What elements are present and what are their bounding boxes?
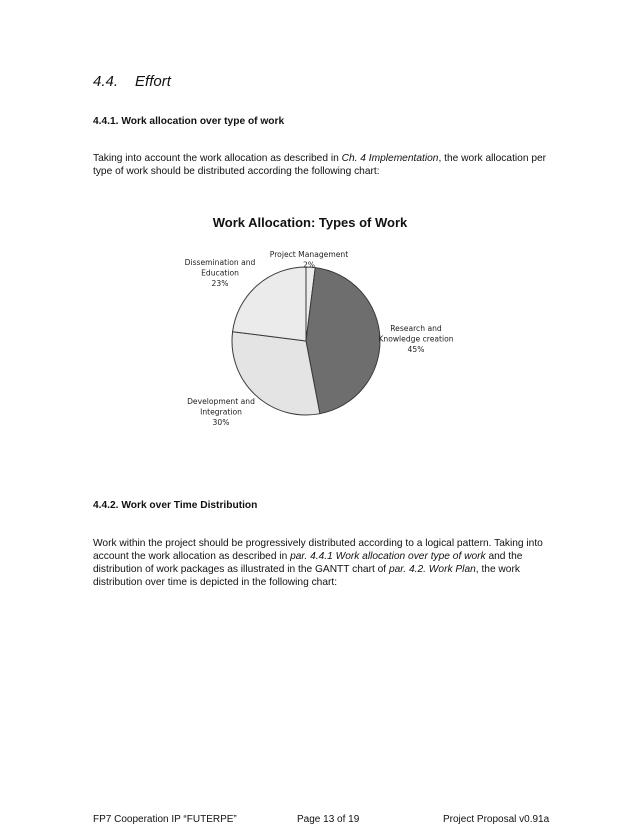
paragraph-work-over-time bbox=[93, 537, 553, 589]
slice-label bbox=[187, 397, 255, 427]
paragraph-reference: par. 4.4.1 Work allocation over type of work bbox=[290, 551, 486, 562]
slice-label-line: Research and bbox=[390, 324, 442, 333]
slice-label-line: Knowledge creation bbox=[378, 334, 454, 344]
footer-page-number: Page 13 of 19 bbox=[297, 814, 360, 825]
chart-title: Work Allocation: Types of Work bbox=[212, 215, 408, 230]
page-footer bbox=[0, 806, 638, 826]
section-number: 4.4. bbox=[93, 73, 119, 90]
section-title: Effort bbox=[135, 73, 171, 90]
pie-slice-research-and-knowledge-creation bbox=[306, 268, 380, 414]
subsection-title-work-over-time: 4.4.2. Work over Time Distribution bbox=[93, 500, 258, 511]
pie-slice-dissemination-and-education bbox=[233, 267, 306, 341]
slice-label-line: Integration bbox=[200, 407, 242, 417]
slice-label-line: 2% bbox=[302, 260, 316, 270]
chapter-reference: Ch. 4 Implementation bbox=[341, 153, 439, 164]
slice-label-line: 30% bbox=[212, 418, 230, 427]
footer-project: FP7 Cooperation IP “FUTERPE” bbox=[93, 814, 237, 825]
slice-label-line: Education bbox=[201, 268, 239, 278]
slice-label-line: Development and bbox=[187, 397, 255, 406]
slice-label-line: 23% bbox=[211, 279, 229, 288]
paragraph-text: Work within the project should be progressively distributed according to a logical pattern. Taking into account the work allocation as described in bbox=[93, 538, 543, 562]
subsection-title-work-allocation: 4.4.1. Work allocation over type of work bbox=[93, 116, 285, 127]
pie-chart-svg bbox=[160, 208, 480, 438]
paragraph-work-allocation bbox=[93, 152, 553, 178]
slice-label bbox=[185, 258, 256, 288]
pie-chart bbox=[160, 208, 480, 438]
section-heading bbox=[93, 73, 171, 90]
slice-label-line: Project Management bbox=[269, 250, 349, 259]
slice-label-line: Dissemination and bbox=[184, 258, 256, 267]
slice-label-line: 45% bbox=[407, 345, 425, 354]
footer-version: Project Proposal v0.91a bbox=[443, 814, 550, 825]
paragraph-text: and the distribution of work packages as illustrated in the GANTT chart of bbox=[93, 551, 523, 575]
paragraph-text: , the work distribution over time is depicted in the following chart: bbox=[93, 564, 520, 588]
slice-label bbox=[270, 250, 348, 270]
slice-label bbox=[378, 324, 453, 354]
paragraph-text: , the work allocation per type of work should be distributed according the following chart: bbox=[93, 153, 547, 177]
paragraph-reference: par. 4.2. Work Plan bbox=[388, 564, 476, 575]
paragraph-text: Taking into account the work allocation as described in bbox=[93, 153, 342, 164]
